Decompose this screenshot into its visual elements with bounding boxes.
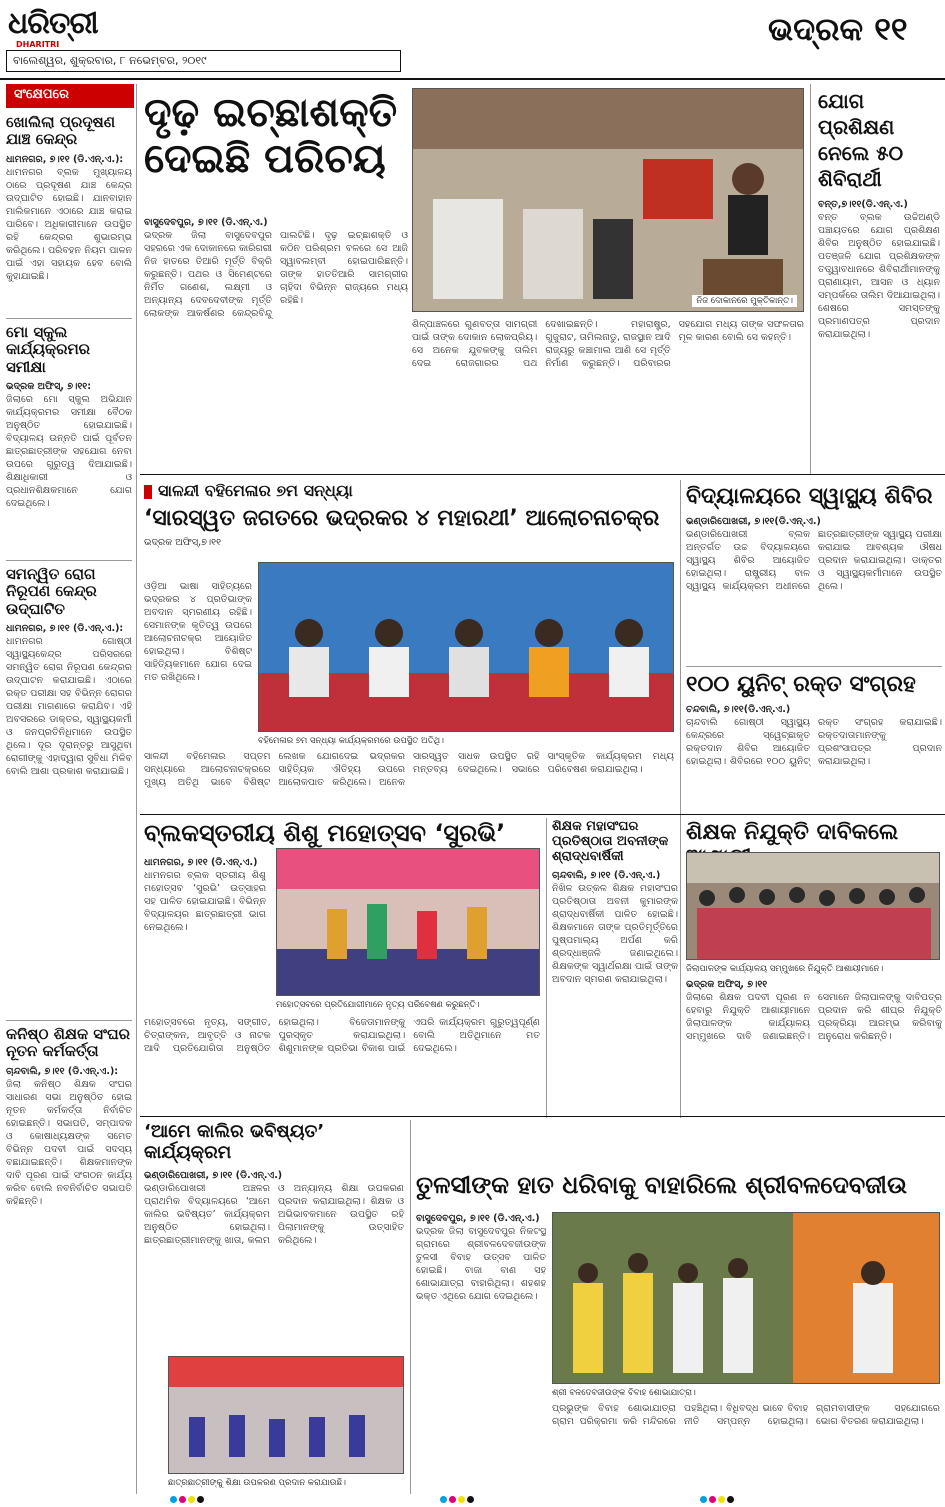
lead-body-text: ଭଦ୍ରକ ଜିଲା ବାସୁଦେବପୁର ସହରରେ ଏକ ଦୋକାନରେ କାରିଗରୀ ନିଜ ହାତରେ ତିଆରି ମୂର୍ତ୍ତି ବିକ୍ରି କରୁଛନ୍ତି। ପଥର ଓ ସିମେଣ୍ଟରେ ନିର୍ମିତ ଗଣେଶ, ଲକ୍ଷ୍ମୀ ଓ ଅନ୍ୟାନ୍ୟ ଦେବଦେବୀଙ୍କ ମୂର୍ତ୍ତି ଲୋକଙ୍କ ଆକର୍ଷଣର କେନ୍ଦ୍ରବିନ୍ଦୁ ପାଲଟିଛି। ଦୃଢ଼ ଇଚ୍ଛାଶକ୍ତି ଓ କଠିନ ପରିଶ୍ରମ ବଳରେ ସେ ଆଜି ସ୍ୱାବଲମ୍ବୀ ହୋଇପାରିଛନ୍ତି। ତାଙ୍କ ହାତତିଆରି ସାମଗ୍ରୀର ଚାହିଦା ବିଭିନ୍ନ ରାଜ୍ୟରେ ମଧ୍ୟ ରହିଛି। [144, 230, 408, 319]
kicker-marker [144, 485, 152, 499]
briefs-tag: ସଂକ୍ଷେପରେ [6, 84, 134, 108]
future-headline: ‘ଆମେ କାଲିର ଭବିଷ୍ୟତ’ କାର୍ଯ୍ୟକ୍ରମ [144, 1121, 325, 1163]
yoga-body: ବନ୍ତ ବ୍ଲକ ଉଚ୍ଚିଅଣ୍ଡି ପଞ୍ଚାୟତରେ ଯୋଗ ପ୍ରଶିକ୍ଷଣ ଶିବିର ଅନୁଷ୍ଠିତ ହୋଇଯାଇଛି। ପତଞ୍ଜଳି ଯୋଗ ପ୍ରଶିକ୍ଷକଙ୍କ ତତ୍ତ୍ୱାବଧାନରେ ଶିବିରାର୍ଥୀମାନଙ୍କୁ ପ୍ରାଣାୟାମ, ଆସନ ଓ ଧ୍ୟାନ ସମ୍ପର୍କରେ ତାଲିମ ଦିଆଯାଇଥିଲା। ଶେଷରେ ସମସ୍ତଙ୍କୁ ପ୍ରମାଣପତ୍ର ପ୍ରଦାନ କରାଯାଇଥିଲା। [818, 212, 940, 340]
brief-dateline: ଧାମନଗର, ୭।୧୧ (ଡି.ଏନ୍.ଏ.): [6, 153, 124, 165]
surabhi-story [144, 820, 540, 848]
tulsi-body-bottom: ପ୍ରଭୁଙ୍କ ବିବାହ ଶୋଭାଯାତ୍ରା ଗ୍ରାମ ପରିକ୍ରମା କରି ମନ୍ଦିରରେ ପହଞ୍ଚିଥିଲା। ବିଧିବଦ୍ଧ ଭାବେ ବିବାହ ନୀତି ସମ୍ପନ୍ନ ହୋଇଥିଲା। ଗ୍ରାମବାସୀଙ୍କ ସହଯୋଗରେ ଭୋଗ ବିତରଣ କରାଯାଇଥିଲା। [552, 1403, 940, 1427]
surabhi-photo-graphic [277, 849, 540, 996]
yoga-headline: ଯୋଗ ପ୍ରଶିକ୍ଷଣ ନେଲେ ୫୦ ଶିବିରାର୍ଥୀ [818, 89, 904, 191]
lead-photo [412, 88, 804, 312]
page-label: ଭଦ୍ରକ ୧୧ [768, 10, 908, 48]
section-rule [140, 1116, 945, 1117]
masthead-rule [0, 78, 945, 80]
surabhi-photo [276, 848, 540, 996]
teacher-union-story [552, 820, 678, 1102]
ashayi-photo [686, 852, 940, 960]
future-photo-graphic [169, 1357, 404, 1474]
brief-dateline: ଭଦ୍ରକ ଅଫିସ୍, ୭।୧୧: [6, 380, 92, 392]
brief-body: ଜିଲା କନିଷ୍ଠ ଶିକ୍ଷକ ସଂଘର ସାଧାରଣ ସଭା ଅନୁଷ୍ଠିତ ହୋଇ ନୂତନ କର୍ମକର୍ତ୍ତା ନିର୍ବାଚିତ ହୋଇଛନ୍ତି। ସଭାପତି, ସମ୍ପାଦକ ଓ କୋଷାଧ୍ୟକ୍ଷଙ୍କ ସମେତ ବିଭିନ୍ନ ପଦବୀ ପାଇଁ ସଦସ୍ୟ ବଛାଯାଇଛନ୍ତି। ଶିକ୍ଷକମାନଙ୍କ ଦାବି ପୂରଣ ପାଇଁ ସଂଗଠନ କାର୍ଯ୍ୟ କରିବ ବୋଲି ନବନିର୍ବାଚିତ ସଭାପତି କହିଛନ୍ତି। [6, 1078, 132, 1207]
brief-headline: କନିଷ୍ଠ ଶିକ୍ଷକ ସଂଘର ନୂତନ କର୍ମକର୍ତ୍ତା [6, 1025, 130, 1061]
section-rule [140, 814, 945, 815]
surabhi-body-left: ଧାମନଗର, ୭।୧୧ (ଡି.ଏନ୍.ଏ.) ଧାମନଗର ବ୍ଲକ ସ୍ତରୀୟ ଶିଶୁ ମହୋତ୍ସବ ‘ସୁରଭି’ ଉତ୍ସାହର ସହ ପାଳିତ ହୋଇଯାଇଛି। ବିଭିନ୍ନ ବିଦ୍ୟାଳୟର ଛାତ୍ରଛାତ୍ରୀ ଭାଗ ନେଇଥିଲେ। [144, 857, 266, 933]
section-rule [686, 666, 942, 667]
ashayi-photo-graphic [687, 853, 940, 960]
lead-photo-graphic [413, 89, 804, 312]
brief-item [6, 324, 132, 593]
tulsi-photo-caption: ଶ୍ରୀ ବଳଦେବଜୀଉଙ୍କ ବିବାହ ଶୋଭାଯାତ୍ରା। [552, 1388, 696, 1398]
brief-rule [6, 318, 132, 319]
surabhi-body-bottom: ମହୋତ୍ସବରେ ନୃତ୍ୟ, ସଙ୍ଗୀତ, ଚିତ୍ରାଙ୍କନ, ଆବୃତ୍ତି ଓ ନାଟକ ଆଦି ପ୍ରତିଯୋଗିତା ଅନୁଷ୍ଠିତ ହୋଇଥିଲା। ବିଜେତାମାନଙ୍କୁ ପୁରସ୍କୃତ କରାଯାଇଥିଲା। ଶିଶୁମାନଙ୍କ ପ୍ରତିଭା ବିକାଶ ପାଇଁ ଏପରି କାର୍ଯ୍ୟକ୍ରମ ଗୁରୁତ୍ୱପୂର୍ଣ୍ଣ ବୋଲି ଅତିଥିମାନେ ମତ ଦେଇଥିଲେ। [144, 1017, 540, 1054]
column-divider [680, 818, 681, 1118]
surabhi-dateline: ଧାମନଗର, ୭।୧୧ (ଡି.ଏନ୍.ଏ.) [144, 857, 258, 868]
lead-body-continued: ଶିଳ୍ପାଞ୍ଚଳରେ ଗୁଣବତ୍ତା ସାମଗ୍ରୀ ପାଇଁ ତାଙ୍କ ଦୋକାନ ଲୋକପ୍ରିୟ। ସେ ଅନେକ ଯୁବକଙ୍କୁ ତାଲିମ ଦେଇ ରୋଜଗାରର ପଥ ଦେଖାଇଛନ୍ତି। ମହାରାଷ୍ଟ୍ର, ଗୁଜୁରାଟ, ତାମିଲନାଡୁ, ରାଜସ୍ଥାନ ଆଦି ରାଜ୍ୟରୁ କଞ୍ଚାମାଲ ଆଣି ସେ ମୂର୍ତ୍ତି ନିର୍ମାଣ କରୁଛନ୍ତି। ପରିବାରର ସହଯୋଗ ମଧ୍ୟ ତାଙ୍କ ସଫଳତାର ମୂଳ କାରଣ ବୋଲି ସେ କହନ୍ତି। [412, 319, 804, 369]
tulsi-headline: ତୁଳସୀଙ୍କ ହାତ ଧରିବାକୁ ବାହାରିଲେ ଶ୍ରୀବଳଦେବଜୀଉ [416, 1171, 908, 1199]
teacher-union-headline: ଶିକ୍ଷକ ମହାସଂଘର ପ୍ରତିଷ୍ଠାତା ଅବନୀଙ୍କ ଶ୍ରାଦ୍ଧବାର୍ଷିକୀ [552, 819, 669, 864]
surabhi-headline: ବ୍ଲକସ୍ତରୀୟ ଶିଶୁ ମହୋତ୍ସବ ‘ସୁରଭି’ [144, 819, 506, 847]
brief-headline: ମୋ ସ୍କୁଲ କାର୍ଯ୍ୟକ୍ରମର ସମୀକ୍ଷା [6, 323, 91, 376]
future-story [144, 1122, 404, 1342]
column-divider [136, 84, 137, 1494]
brief-headline: ଖୋଲିଲା ପ୍ରଦୂଷଣ ଯାଞ୍ଚ କେନ୍ଦ୍ର [6, 113, 116, 149]
tulsi-photo [552, 1212, 940, 1384]
health-camp-dateline: ଭଣ୍ଡାରିପୋଖରୀ, ୭।୧୧(ଡି.ଏନ୍.ଏ.) [686, 516, 821, 528]
fair-photo [258, 562, 674, 732]
brief-dateline: ଧାମନଗର, ୭।୧୧ (ଡି.ଏନ୍.ଏ.): [6, 622, 124, 634]
brief-rule [6, 560, 132, 561]
future-dateline: ଭଣ୍ଡାରିପୋଖରୀ, ୭।୧୧ (ଡି.ଏନ୍.ଏ.) [144, 1170, 283, 1182]
teacher-union-body: ନିଖିଳ ଉତ୍କଳ ଶିକ୍ଷକ ମହାସଂଘର ପ୍ରତିଷ୍ଠାତା ଅବନୀ କୁମାରଙ୍କ ଶ୍ରାଦ୍ଧବାର୍ଷିକୀ ପାଳିତ ହୋଇଛି। ଶିକ୍ଷକମାନେ ତାଙ୍କ ପ୍ରତିମୂର୍ତ୍ତିରେ ପୁଷ୍ପମାଲ୍ୟ ଅର୍ପଣ କରି ଶ୍ରଦ୍ଧାଞ୍ଜଳି ଜଣାଇଥିଲେ। ଶିକ୍ଷକଙ୍କ ସ୍ୱାର୍ଥରକ୍ଷା ପାଇଁ ତାଙ୍କ ଅବଦାନ ସ୍ମରଣ କରାଯାଇଥିଲା। [552, 882, 678, 985]
fair-photo-graphic [259, 563, 674, 732]
brief-dateline: ଚାନ୍ଦବାଲି, ୭।୧୧ (ଡି.ଏନ୍.ଏ.): [6, 1065, 119, 1077]
yoga-story [818, 88, 940, 461]
future-photo-caption: ଛାତ୍ରଛାତ୍ରୀଙ୍କୁ ଶିକ୍ଷା ଉପକରଣ ପ୍ରଦାନ କରାଯାଉଛି। [168, 1478, 346, 1488]
section-rule [140, 474, 945, 475]
lead-body [144, 216, 408, 479]
yoga-dateline: ବନ୍ତ,୭।୧୧(ଡି.ଏନ୍.ଏ.) [818, 199, 908, 210]
future-body: ଭଣ୍ଡାରିପୋଖରୀ ଅଞ୍ଚଳର ପ୍ରାଥମିକ ବିଦ୍ୟାଳୟରେ ‘ଆମେ କାଲିର ଭବିଷ୍ୟତ’ କାର୍ଯ୍ୟକ୍ରମ ଅନୁଷ୍ଠିତ ହୋଇଥିଲା। ଛାତ୍ରଛାତ୍ରୀମାନଙ୍କୁ ଖାତା, କଲମ ଓ ଅନ୍ୟାନ୍ୟ ଶିକ୍ଷା ଉପକରଣ ପ୍ରଦାନ କରାଯାଇଥିଲା। ଶିକ୍ଷକ ଓ ଅଭିଭାବକମାନେ ଉପସ୍ଥିତ ରହି ପିଲାମାନଙ୍କୁ ଉତ୍ସାହିତ କରିଥିଲେ। [144, 1183, 404, 1247]
brief-headline: ସମନ୍ୱିତ ରୋଗ ନିରୂପଣ କେନ୍ଦ୍ର ଉଦ୍‌ଘାଟିତ [6, 565, 97, 618]
brief-body: ଧାମନଗର ବ୍ଲକ ମୁଖ୍ୟାଳୟ ଠାରେ ପ୍ରଦୂଷଣ ଯାଞ୍ଚ କେନ୍ଦ୍ର ଉଦ୍‌ଘାଟିତ ହୋଇଛି। ଯାନବାହାନ ମାଲିକମାନେ ଏଠାରେ ଯାଞ୍ଚ କରାଇ ପାରିବେ। ଅଧିକାରୀମାନେ ଉପସ୍ଥିତ ରହି କେନ୍ଦ୍ରର ଶୁଭାରମ୍ଭ କରିଥିଲେ। ପରିବହନ ନିୟମ ପାଳନ ପାଇଁ ଏହା ସହାୟକ ହେବ ବୋଲି କୁହାଯାଇଛି। [6, 166, 132, 282]
health-camp-headline: ବିଦ୍ୟାଳୟରେ ସ୍ୱାସ୍ଥ୍ୟ ଶିବିର [686, 484, 933, 509]
fair-photo-caption: ବହିମେଳାର ୭ମ ସନ୍ଧ୍ୟା କାର୍ଯ୍ୟକ୍ରମରେ ଉପସ୍ଥିତ ଅତିଥି। [258, 736, 444, 746]
surabhi-photo-caption: ମହୋତ୍ସବରେ ପ୍ରତିଯୋଗୀମାନେ ନୃତ୍ୟ ପରିବେଷଣ କରୁଛନ୍ତି। [276, 1000, 480, 1010]
blood-body: ଚାନ୍ଦବାଲି ଗୋଷ୍ଠୀ ସ୍ୱାସ୍ଥ୍ୟ କେନ୍ଦ୍ରରେ ସ୍ୱେଚ୍ଛାକୃତ ରକ୍ତଦାନ ଶିବିର ଆୟୋଜିତ ହୋଇଥିଲା। ଶିବିରରେ ୧୦୦ ୟୁନିଟ୍ ରକ୍ତ ସଂଗ୍ରହ କରାଯାଇଛି। ରକ୍ତଦାତାମାନଙ୍କୁ ପ୍ରଶଂସାପତ୍ର ପ୍ରଦାନ କରାଯାଇଥିଲା। [686, 717, 942, 768]
teacher-union-dateline: ଚାନ୍ଦବାଲି, ୭।୧୧ (ଡି.ଏନ୍.ଏ.) [552, 869, 661, 881]
brief-body: ଧାମନଗର ଗୋଷ୍ଠୀ ସ୍ୱାସ୍ଥ୍ୟକେନ୍ଦ୍ର ପରିସରରେ ସମନ୍ୱିତ ରୋଗ ନିରୂପଣ କେନ୍ଦ୍ରର ଉଦ୍‌ଘାଟନ କରାଯାଇଛି। ଏଠାରେ ରକ୍ତ ପରୀକ୍ଷା ସହ ବିଭିନ୍ନ ରୋଗର ପରୀକ୍ଷା ମାଗଣାରେ କରାଯିବ। ଏହି ଅବସରରେ ଡାକ୍ତର, ସ୍ୱାସ୍ଥ୍ୟକର୍ମୀ ଓ ଜନପ୍ରତିନିଧିମାନେ ଉପସ୍ଥିତ ଥିଲେ। ଦୂର ଦୂରାନ୍ତରୁ ଆସୁଥିବା ରୋଗୀଙ୍କୁ ଏହାଦ୍ୱାରା ସୁବିଧା ମିଳିବ ବୋଲି ଆଶା ପ୍ରକାଶ କରାଯାଇଛି। [6, 635, 132, 777]
ashayi-dateline: ଭଦ୍ରକ ଅଫିସ୍, ୭।୧୧ [686, 979, 768, 990]
fair-body-left: ଓଡ଼ିଆ ଭାଷା ସାହିତ୍ୟରେ ଭଦ୍ରକର ୪ ପ୍ରତିଭାଙ୍କ ଅବଦାନ ସ୍ମରଣୀୟ ରହିଛି। ସେମାନଙ୍କ କୃତିତ୍ୱ ଉପରେ ଆଲୋଚନାଚକ୍ର ଆୟୋଜିତ ହୋଇଥିଲା। ବିଶିଷ୍ଟ ସାହିତ୍ୟିକମାନେ ଯୋଗ ଦେଇ ମତ ରଖିଥିଲେ। [144, 581, 252, 683]
fair-dateline: ଭଦ୍ରକ ଅଫିସ୍,୭।୧୧ [144, 536, 222, 548]
lead-headline: ଦୃଢ଼ ଇଚ୍ଛାଶକ୍ତି ଦେଇଛି ପରିଚୟ [144, 90, 398, 182]
lead-dateline: ବାସୁଦେବପୁର, ୭।୧୧ (ଡି.ଏନ୍.ଏ.) [144, 217, 268, 228]
fair-headline: ‘ସାରସ୍ୱତ ଜଗତରେ ଭଦ୍ରକର ୪ ମହାରଥୀ’ ଆଲୋଚନାଚକ୍ର [144, 506, 660, 532]
blood-story [686, 672, 942, 836]
lead-photo-caption: ନିଜ ଦୋକାନରେ ମୁକ୍ତିକାନ୍ତ। [692, 295, 797, 307]
masthead [0, 0, 945, 78]
column-divider [546, 818, 547, 1118]
tulsi-dateline: ବାସୁଦେବପୁର, ୭।୧୧ (ଡି.ଏନ୍.ଏ.) [416, 1213, 540, 1224]
brief-rule [6, 1020, 132, 1021]
lead-headline-box [144, 90, 404, 182]
fair-kicker: ସାଳନ୍ଦୀ ବହିମେଳାର ୭ମ ସନ୍ଧ୍ୟା [144, 482, 674, 500]
health-camp-body: ଭଣ୍ଡାରିପୋଖରୀ ବ୍ଲକ ଅନ୍ତର୍ଗତ ଉଚ୍ଚ ବିଦ୍ୟାଳୟରେ ସ୍ୱାସ୍ଥ୍ୟ ଶିବିର ଆୟୋଜିତ ହୋଇଥିଲା। ରାଷ୍ଟ୍ରୀୟ ବାଳ ସ୍ୱାସ୍ଥ୍ୟ କାର୍ଯ୍ୟକ୍ରମ ଅଧୀନରେ ଛାତ୍ରଛାତ୍ରୀଙ୍କ ସ୍ୱାସ୍ଥ୍ୟ ପରୀକ୍ଷା କରାଯାଇ ଆବଶ୍ୟକ ଔଷଧ ପ୍ରଦାନ କରାଯାଇଥିଲା। ଡାକ୍ତର ଓ ସ୍ୱାସ୍ଥ୍ୟକର୍ମୀମାନେ ଉପସ୍ଥିତ ଥିଲେ। [686, 529, 942, 593]
tulsi-photo-graphic [553, 1213, 940, 1384]
logo-subtitle: DHARITRI [16, 40, 60, 49]
fair-story [144, 482, 674, 549]
future-photo [168, 1356, 404, 1474]
fair-body-bottom: ସାଳନ୍ଦୀ ବହିମେଳାର ସପ୍ତମ ସନ୍ଧ୍ୟାରେ ଆଲୋଚନାଚକ୍ରରେ ମୁଖ୍ୟ ଅତିଥି ଭାବେ ବିଶିଷ୍ଟ ଲେଖକ ଯୋଗଦେଇ ଭଦ୍ରକର ସାହିତ୍ୟିକ ଐତିହ୍ୟ ଉପରେ ଆଲୋକପାତ କରିଥିଲେ। ଅନେକ ସାରସ୍ୱତ ସାଧକ ଉପସ୍ଥିତ ରହି ମନ୍ତବ୍ୟ ଦେଇଥିଲେ। ସଭାରେ ସାଂସ୍କୃତିକ କାର୍ଯ୍ୟକ୍ରମ ମଧ୍ୟ ପରିବେଷଣ କରାଯାଇଥିଲା। [144, 751, 674, 788]
tulsi-story [416, 1172, 942, 1200]
dateline: ବାଲେଶ୍ୱର, ଶୁକ୍ରବାର, ୮ ନଭେମ୍ବର, ୨୦୧୯ [6, 50, 401, 72]
blood-headline: ୧୦୦ ୟୁନିଟ୍ ରକ୍ତ ସଂଗ୍ରହ [686, 672, 916, 697]
column-divider [410, 1120, 411, 1494]
brief-body: ଜିଲାରେ ମୋ ସ୍କୁଲ ଅଭିଯାନ କାର୍ଯ୍ୟକ୍ରମର ସମୀକ୍ଷା ବୈଠକ ଅନୁଷ୍ଠିତ ହୋଇଯାଇଛି। ବିଦ୍ୟାଳୟ ଉନ୍ନତି ପାଇଁ ପୂର୍ବତନ ଛାତ୍ରଛାତ୍ରୀଙ୍କ ସହଯୋଗ ନେବା ଉପରେ ଗୁରୁତ୍ୱ ଦିଆଯାଇଛି। ଶିକ୍ଷାଧିକାରୀ ଓ ପ୍ରଧାନଶିକ୍ଷକମାନେ ଯୋଗ ଦେଇଥିଲେ। [6, 393, 132, 509]
blood-dateline: ଚନ୍ଦବାଲି, ୭।୧୧(ଡି.ଏନ୍.ଏ.) [686, 704, 791, 716]
newspaper-logo: ଧରିତ୍ରୀ [8, 6, 98, 41]
brief-item [6, 566, 132, 1015]
ashayi-headline: ଶିକ୍ଷକ ନିଯୁକ୍ତି ଦାବିକଲେ [686, 820, 899, 845]
health-camp-story [686, 484, 942, 678]
tulsi-body-left: ବାସୁଦେବପୁର, ୭।୧୧ (ଡି.ଏନ୍.ଏ.) ଭଦ୍ରକ ଜିଲା ବାସୁଦେବପୁର ନିକଟସ୍ଥ ଗ୍ରାମରେ ଶ୍ରୀବଳଦେବଜୀଉଙ୍କ ତୁଳସୀ ବିବାହ ଉତ୍ସବ ପାଳିତ ହୋଇଛି। ବାଜା ବାଣ ସହ ଶୋଭାଯାତ୍ରା ବାହାରିଥିଲା। ଶହଶହ ଭକ୍ତ ଏଥିରେ ଯୋଗ ଦେଇଥିଲେ। [416, 1213, 546, 1302]
brief-item [6, 1026, 132, 1458]
column-divider [810, 84, 811, 474]
ashayi-photo-caption: ଜିଲାପାଳଙ୍କ କାର୍ଯ୍ୟାଳୟ ସମ୍ମୁଖରେ ନିଯୁକ୍ତି ଆଶାୟୀମାନେ। [686, 964, 884, 974]
ashayi-body: ଭଦ୍ରକ ଅଫିସ୍, ୭।୧୧ ଜିଲାରେ ଶିକ୍ଷକ ପଦବୀ ପୂରଣ ନ ହେବାରୁ ନିଯୁକ୍ତି ଆଶାୟୀମାନେ ଜିଲାପାଳଙ୍କ କାର୍ଯ୍ୟାଳୟ ସମ୍ମୁଖରେ ଦାବି ଜଣାଇଛନ୍ତି। ସେମାନେ ଜିଲାପାଳଙ୍କୁ ଦାବିପତ୍ର ପ୍ରଦାନ କରି ଶୀଘ୍ର ନିଯୁକ୍ତି ପ୍ରକ୍ରିୟା ଆରମ୍ଭ କରିବାକୁ ଅନୁରୋଧ କରିଛନ୍ତି। [686, 979, 942, 1042]
